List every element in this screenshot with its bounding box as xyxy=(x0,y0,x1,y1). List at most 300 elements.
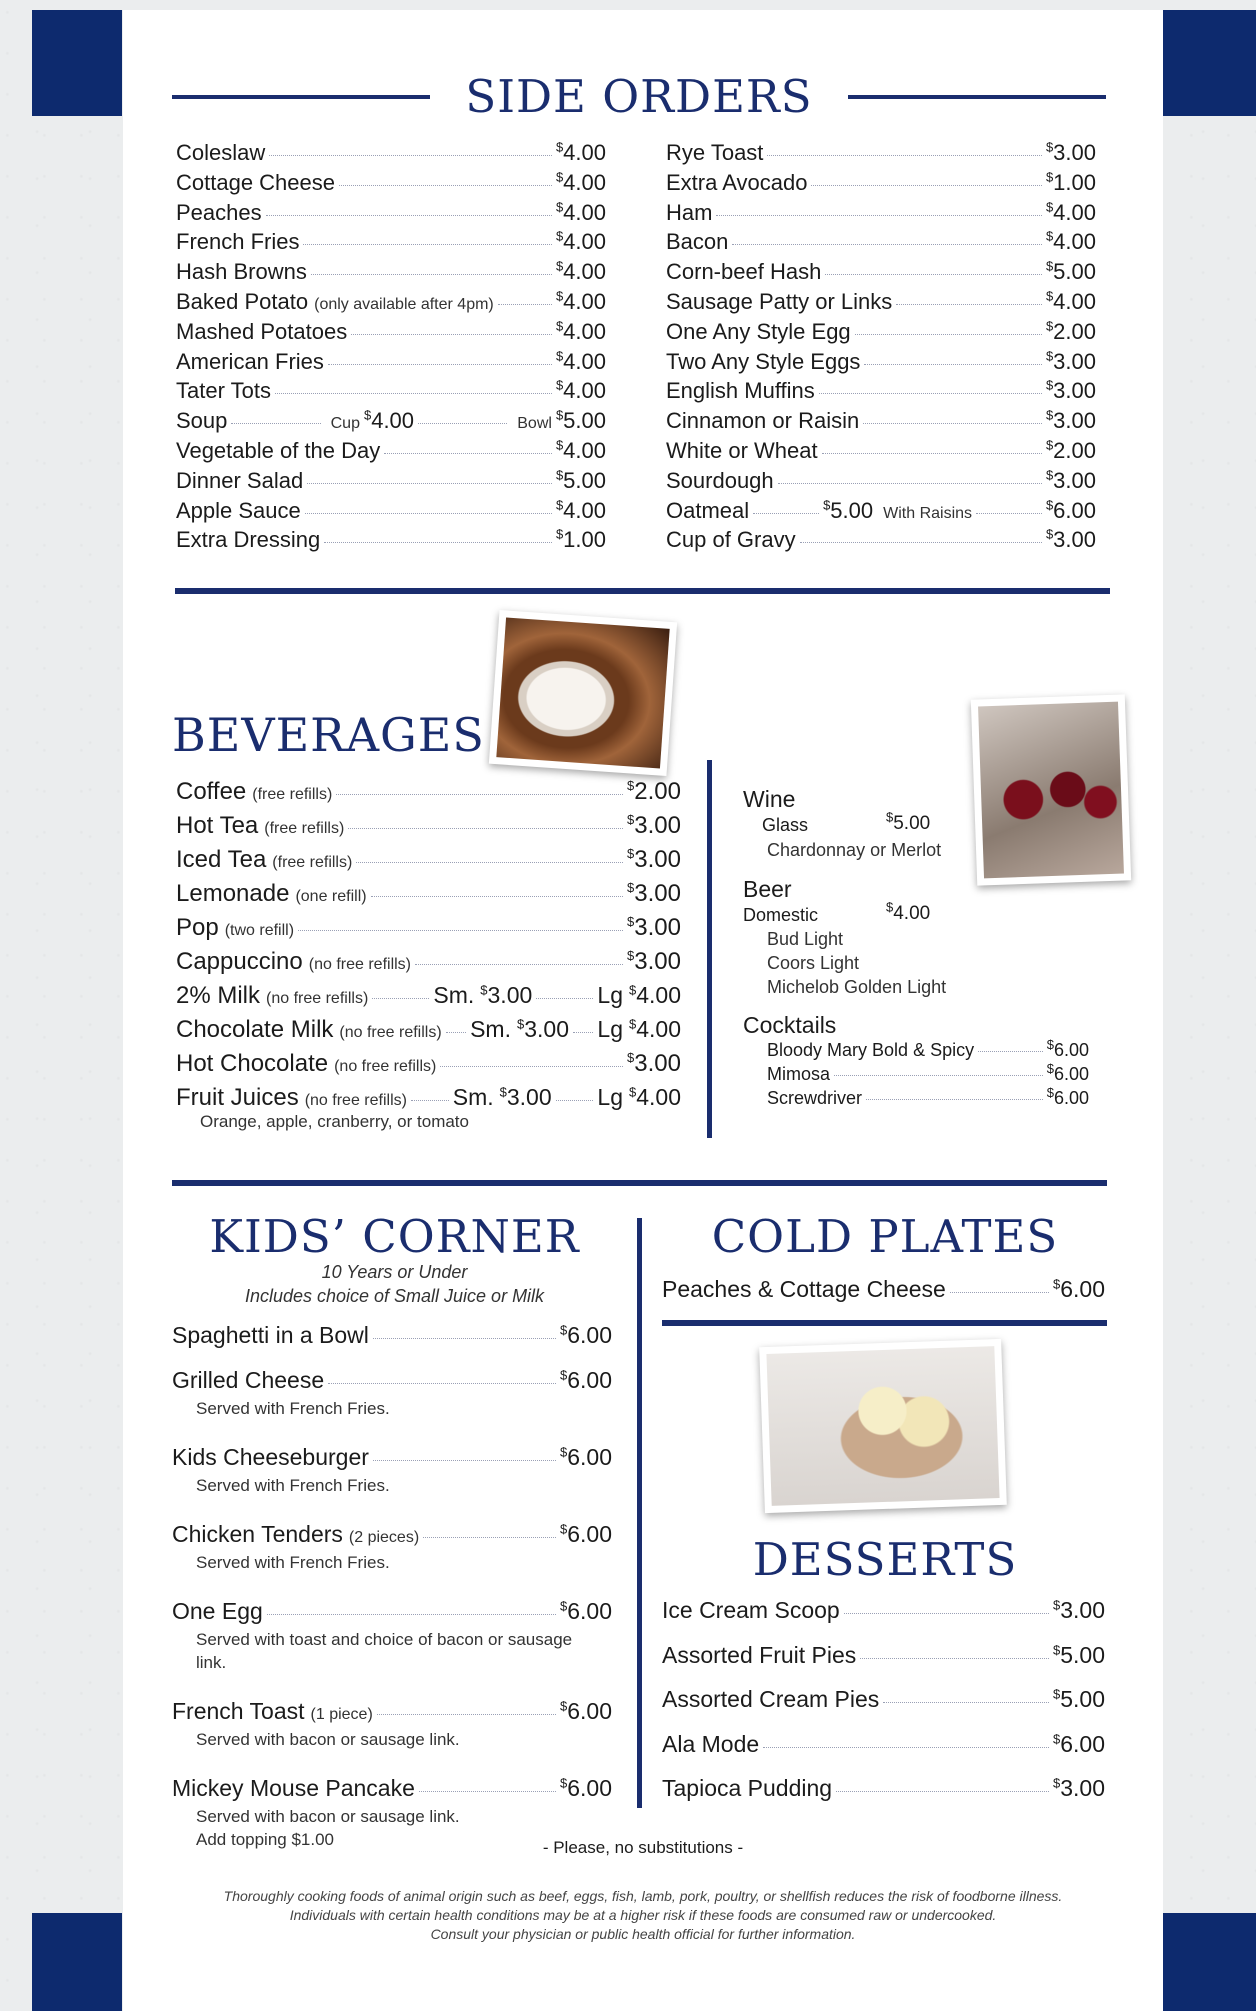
corner-block-top-left xyxy=(32,10,122,116)
item-name: Hot Chocolate xyxy=(176,1050,329,1077)
with-raisins-price: $6.00 xyxy=(1045,497,1096,523)
wine-heading: Wine xyxy=(743,786,796,812)
beverage-sized-row xyxy=(176,1016,681,1044)
item-note: (one refill) xyxy=(295,888,367,905)
currency-symbol: $ xyxy=(555,348,564,364)
item-name: Dinner Salad xyxy=(176,467,304,493)
side-order-row xyxy=(666,140,1096,166)
item-price: $4.00 xyxy=(555,229,606,255)
ice-cream-photo xyxy=(759,1339,1007,1513)
side-order-row xyxy=(176,170,606,196)
dot-leader xyxy=(866,1099,1043,1100)
cold-plates-title: COLD PLATES xyxy=(711,1210,1059,1263)
side-order-row xyxy=(666,438,1096,464)
dot-leader xyxy=(863,423,1042,424)
item-name: Mickey Mouse Pancake xyxy=(172,1775,415,1801)
kids-item-description: Served with French Fries. xyxy=(196,1553,390,1572)
dessert-row xyxy=(662,1775,1105,1802)
item-price: $4.00 xyxy=(555,288,606,314)
dot-leader xyxy=(753,513,819,514)
dot-leader xyxy=(778,483,1042,484)
oatmeal-row xyxy=(666,498,1096,524)
wine-glass-price xyxy=(886,809,931,835)
currency-symbol: $ xyxy=(627,778,635,793)
dot-leader xyxy=(819,393,1042,394)
dot-leader xyxy=(324,542,552,543)
item-name: Soup xyxy=(176,408,228,434)
small-price: $3.00 xyxy=(516,1016,569,1042)
currency-symbol: $ xyxy=(1045,467,1054,483)
dot-leader xyxy=(976,513,1042,514)
item-name: Corn-beef Hash xyxy=(666,259,822,285)
currency-symbol: $ xyxy=(1045,199,1054,215)
currency-symbol: $ xyxy=(1046,1085,1054,1100)
item-price: $5.00 xyxy=(1053,1686,1105,1712)
corner-block-top-right xyxy=(1163,10,1256,116)
item-price: $3.00 xyxy=(1045,139,1096,165)
currency-symbol: $ xyxy=(1045,258,1054,274)
item-price: $3.00 xyxy=(627,812,681,839)
dot-leader xyxy=(356,862,623,863)
item-name: Hash Browns xyxy=(176,259,307,285)
currency-symbol: $ xyxy=(555,437,564,453)
dot-leader xyxy=(836,1791,1049,1792)
item-note: (only available after 4pm) xyxy=(314,296,494,313)
dot-leader xyxy=(419,1791,556,1792)
side-order-row xyxy=(666,408,1096,434)
dot-leader xyxy=(811,185,1041,186)
beverage-row xyxy=(176,914,681,942)
large-price: $4.00 xyxy=(629,982,681,1008)
item-name: Baked Potato xyxy=(176,289,309,314)
item-note: (no free refills) xyxy=(339,1024,442,1041)
item-name: Tater Tots xyxy=(176,378,271,404)
item-name: Assorted Fruit Pies xyxy=(662,1641,857,1668)
item-price: $3.00 xyxy=(627,1050,681,1077)
item-note: (no free refills) xyxy=(334,1058,437,1075)
side-orders-title: SIDE ORDERS xyxy=(465,70,813,123)
side-order-row xyxy=(666,229,1096,255)
dot-leader xyxy=(855,334,1042,335)
oatmeal-price: $5.00 xyxy=(823,497,874,523)
coffee-cup-photo xyxy=(489,610,677,776)
dot-leader xyxy=(440,1066,623,1067)
currency-symbol: $ xyxy=(1053,1597,1061,1613)
cup-label: Cup xyxy=(330,415,360,433)
item-price: $4.00 xyxy=(555,199,606,225)
beverage-row xyxy=(176,812,681,840)
kids-item-description-2: Add topping $1.00 xyxy=(196,1830,335,1849)
side-order-row xyxy=(176,289,606,315)
dessert-row xyxy=(662,1642,1105,1669)
item-price: $6.00 xyxy=(1053,1276,1105,1302)
dot-leader xyxy=(373,1460,556,1461)
currency-symbol: $ xyxy=(555,378,564,394)
item-price: $4.00 xyxy=(555,497,606,523)
item-name: Oatmeal xyxy=(666,497,750,523)
side-order-row xyxy=(176,349,606,375)
currency-symbol: $ xyxy=(1045,139,1054,155)
currency-symbol: $ xyxy=(1045,497,1054,513)
item-name: Sausage Patty or Links xyxy=(666,289,893,314)
item-price: $4.00 xyxy=(1045,199,1096,225)
currency-symbol: $ xyxy=(499,1084,507,1100)
item-note: (free refills) xyxy=(264,820,345,837)
beverage-sized-row xyxy=(176,982,681,1010)
item-name: Peaches & Cottage Cheese xyxy=(662,1276,946,1302)
item-price: $6.00 xyxy=(1046,1061,1089,1084)
kids-item-description: Served with toast and choice of bacon or sausage xyxy=(196,1630,573,1649)
dot-leader xyxy=(348,828,623,829)
item-price: $2.00 xyxy=(1045,318,1096,344)
kids-item-row xyxy=(172,1598,612,1625)
dot-leader xyxy=(305,513,552,514)
dot-leader xyxy=(825,274,1042,275)
small-price: $3.00 xyxy=(499,1084,552,1110)
currency-symbol: $ xyxy=(1053,1730,1061,1746)
item-name: Chicken Tenders xyxy=(172,1521,343,1547)
item-name: Lemonade xyxy=(176,880,290,907)
dot-leader xyxy=(411,1100,449,1101)
item-price: $3.00 xyxy=(1045,348,1096,374)
large-size-label: Lg xyxy=(597,1016,624,1042)
dot-leader xyxy=(844,1613,1049,1614)
item-name: Screwdriver xyxy=(767,1088,863,1108)
item-name: Mashed Potatoes xyxy=(176,318,348,344)
dot-leader xyxy=(950,1292,1049,1293)
small-size-label: Sm. xyxy=(470,1016,511,1042)
item-price: $4.00 xyxy=(555,378,606,404)
beverages-vertical-divider xyxy=(707,760,712,1138)
dot-leader xyxy=(573,1032,593,1033)
corner-block-bottom-right xyxy=(1163,1913,1256,2011)
item-price: $5.00 xyxy=(886,809,931,834)
item-note: (1 piece) xyxy=(310,1706,373,1723)
item-price: $6.00 xyxy=(560,1367,612,1393)
dot-leader xyxy=(446,1032,466,1033)
item-name: Mimosa xyxy=(767,1064,831,1084)
item-name: Ala Mode xyxy=(662,1730,760,1757)
currency-symbol: $ xyxy=(1045,288,1054,304)
dot-leader xyxy=(371,896,623,897)
currency-symbol: $ xyxy=(1053,1775,1061,1791)
currency-symbol: $ xyxy=(627,812,635,827)
currency-symbol: $ xyxy=(627,880,635,895)
dot-leader xyxy=(834,1075,1043,1076)
side-order-row xyxy=(666,468,1096,494)
dot-leader xyxy=(767,155,1042,156)
item-name: One Egg xyxy=(172,1598,263,1624)
item-name: 2% Milk xyxy=(176,982,261,1009)
item-name: Cappuccino xyxy=(176,948,303,975)
dot-leader xyxy=(418,423,507,424)
currency-symbol: $ xyxy=(627,1050,635,1065)
item-price: $6.00 xyxy=(1046,1037,1089,1060)
wine-glass-label: Glass xyxy=(762,815,809,835)
item-name: French Fries xyxy=(176,229,300,255)
side-order-row xyxy=(666,289,1096,315)
dot-leader xyxy=(763,1747,1049,1748)
currency-symbol: $ xyxy=(1045,378,1054,394)
dot-leader xyxy=(307,483,552,484)
beverage-row xyxy=(176,778,681,806)
item-name: Iced Tea xyxy=(176,846,267,873)
item-note: (no free refills) xyxy=(308,956,411,973)
beer-brand: Coors Light xyxy=(767,953,860,973)
dot-leader xyxy=(423,1537,556,1538)
item-name: Rye Toast xyxy=(666,140,764,165)
currency-symbol: $ xyxy=(627,948,635,963)
item-price: $4.00 xyxy=(555,318,606,344)
beer-domestic-label: Domestic xyxy=(743,905,819,925)
currency-symbol: $ xyxy=(629,1016,637,1032)
side-order-row xyxy=(666,200,1096,226)
kids-item-row xyxy=(172,1775,612,1802)
side-order-row xyxy=(176,498,606,524)
item-price: $1.00 xyxy=(1045,169,1096,195)
cocktails-heading: Cocktails xyxy=(743,1012,837,1038)
dot-leader xyxy=(298,930,623,931)
item-name: Bacon xyxy=(666,229,729,255)
currency-symbol: $ xyxy=(1045,407,1054,423)
currency-symbol: $ xyxy=(555,318,564,334)
currency-symbol: $ xyxy=(886,809,894,825)
juice-note: Orange, apple, cranberry, or tomato xyxy=(200,1112,469,1131)
side-order-row xyxy=(666,349,1096,375)
item-price: $2.00 xyxy=(627,778,681,805)
dot-leader xyxy=(339,185,552,186)
side-order-row xyxy=(176,259,606,285)
currency-symbol: $ xyxy=(629,982,637,998)
item-price: $3.00 xyxy=(627,880,681,907)
currency-symbol: $ xyxy=(560,1444,568,1460)
item-name: Extra Dressing xyxy=(176,527,321,553)
item-name: Ice Cream Scoop xyxy=(662,1597,840,1623)
dot-leader xyxy=(269,155,552,156)
item-price: $4.00 xyxy=(555,258,606,285)
currency-symbol: $ xyxy=(555,407,564,423)
kids-item-description: Served with bacon or sausage link. xyxy=(196,1807,460,1826)
kids-item-description: Served with French Fries. xyxy=(196,1399,390,1418)
currency-symbol: $ xyxy=(516,1016,525,1032)
dot-leader xyxy=(328,1383,556,1384)
currency-symbol: $ xyxy=(480,982,488,998)
currency-symbol: $ xyxy=(555,139,564,155)
cold-plate-row xyxy=(662,1276,1105,1303)
currency-symbol: $ xyxy=(555,288,564,304)
currency-symbol: $ xyxy=(886,899,894,915)
currency-symbol: $ xyxy=(555,497,564,513)
currency-symbol: $ xyxy=(1046,1037,1054,1052)
dot-leader xyxy=(732,244,1042,245)
currency-symbol: $ xyxy=(1053,1641,1061,1657)
item-name: One Any Style Egg xyxy=(666,318,851,344)
dot-leader xyxy=(266,215,552,216)
currency-symbol: $ xyxy=(560,1367,568,1383)
item-price: $4.00 xyxy=(886,899,931,924)
kids-item-description: Served with bacon or sausage link. xyxy=(196,1730,460,1749)
item-price: $4.00 xyxy=(555,437,606,463)
item-price: $3.00 xyxy=(1045,527,1096,553)
beverages-title: BEVERAGES xyxy=(172,708,485,762)
side-order-row xyxy=(176,468,606,494)
disclaimer-line-1: Thoroughly cooking foods of animal origin such as beef, eggs, fish, lamb, pork, poultry, or shellfish reduces the risk of foodborne illness. xyxy=(223,1888,1063,1904)
dessert-row xyxy=(662,1597,1105,1624)
kids-item-description: Served with French Fries. xyxy=(196,1476,390,1495)
side-order-row xyxy=(666,170,1096,196)
item-price: $5.00 xyxy=(1045,258,1096,285)
dessert-row xyxy=(662,1686,1105,1713)
kids-item-row xyxy=(172,1521,612,1548)
dot-leader xyxy=(377,1714,556,1715)
title-rule-left xyxy=(172,95,430,99)
dot-leader xyxy=(267,1614,556,1615)
dot-leader xyxy=(275,393,552,394)
item-name: Hot Tea xyxy=(176,812,259,839)
side-order-row xyxy=(176,438,606,464)
item-price: $4.00 xyxy=(555,348,606,374)
currency-symbol: $ xyxy=(627,914,635,929)
large-price: $4.00 xyxy=(629,1084,681,1110)
item-price: $6.00 xyxy=(560,1322,612,1348)
kids-item-row xyxy=(172,1322,612,1349)
currency-symbol: $ xyxy=(560,1521,568,1537)
dot-leader xyxy=(336,794,623,795)
item-price: $3.00 xyxy=(627,914,681,941)
kids-includes-note: Includes choice of Small Juice or Milk xyxy=(244,1286,545,1306)
currency-symbol: $ xyxy=(555,527,564,543)
currency-symbol: $ xyxy=(629,1084,637,1100)
item-name: Apple Sauce xyxy=(176,497,301,523)
dot-leader xyxy=(328,364,552,365)
kids-item-row xyxy=(172,1367,612,1394)
item-price: $4.00 xyxy=(555,169,606,195)
item-name: Kids Cheeseburger xyxy=(172,1444,369,1470)
beverage-row xyxy=(176,1050,681,1078)
item-price: $3.00 xyxy=(1053,1597,1105,1623)
small-price: $3.00 xyxy=(480,982,533,1008)
kids-item-row xyxy=(172,1698,612,1725)
corner-block-bottom-left xyxy=(32,1913,122,2011)
item-price: $3.00 xyxy=(1045,378,1096,404)
item-price: $5.00 xyxy=(555,467,606,493)
kids-age-note: 10 Years or Under xyxy=(321,1262,468,1282)
no-substitutions-note: - Please, no substitutions - xyxy=(542,1838,744,1857)
item-name: Coleslaw xyxy=(176,140,266,165)
dot-leader xyxy=(864,364,1042,365)
currency-symbol: $ xyxy=(555,229,564,245)
currency-symbol: $ xyxy=(1045,318,1054,334)
dot-leader xyxy=(351,334,552,335)
dot-leader xyxy=(822,453,1042,454)
currency-symbol: $ xyxy=(1045,348,1054,364)
item-note: (free refills) xyxy=(272,854,353,871)
kids-item-row xyxy=(172,1444,612,1471)
item-price: $1.00 xyxy=(555,527,606,553)
currency-symbol: $ xyxy=(560,1698,568,1714)
item-name: Cottage Cheese xyxy=(176,169,335,195)
currency-symbol: $ xyxy=(363,407,372,423)
item-price: $2.00 xyxy=(1045,437,1096,463)
item-name: Cup of Gravy xyxy=(666,527,796,553)
side-order-row xyxy=(176,229,606,255)
currency-symbol: $ xyxy=(627,846,635,861)
currency-symbol: $ xyxy=(555,199,564,215)
item-name: Tapioca Pudding xyxy=(662,1775,833,1801)
side-order-row xyxy=(176,200,606,226)
dot-leader xyxy=(498,304,552,305)
currency-symbol: $ xyxy=(555,258,564,274)
beverage-row xyxy=(176,846,681,874)
currency-symbol: $ xyxy=(560,1322,568,1338)
item-name: Cinnamon or Raisin xyxy=(666,408,860,434)
item-name: Peaches xyxy=(176,199,262,225)
item-name: Chocolate Milk xyxy=(176,1016,334,1043)
beverage-row xyxy=(176,880,681,908)
item-price: $6.00 xyxy=(560,1698,612,1724)
disclaimer-line-3: Consult your physician or public health official for further information. xyxy=(430,1926,856,1942)
item-name: Bloody Mary Bold & Spicy xyxy=(767,1040,975,1060)
title-rule-right xyxy=(848,95,1106,99)
item-name: English Muffins xyxy=(666,378,815,404)
dot-leader xyxy=(978,1051,1043,1052)
dot-leader xyxy=(384,453,552,454)
kids-corner-title: KIDS’ CORNER xyxy=(209,1210,580,1263)
dot-leader xyxy=(311,274,552,275)
item-name: White or Wheat xyxy=(666,438,818,463)
cup-price: $4.00 xyxy=(363,407,415,434)
side-order-row xyxy=(666,259,1096,285)
desserts-title: DESSERTS xyxy=(752,1533,1018,1586)
disclaimer-line-2: Individuals with certain health conditions may be at a higher risk if these foods are consumed raw or undercooked. xyxy=(289,1907,997,1923)
item-price: $4.00 xyxy=(555,139,606,165)
side-order-row xyxy=(666,319,1096,345)
currency-symbol: $ xyxy=(555,169,564,185)
dot-leader xyxy=(896,304,1042,305)
item-price: $3.00 xyxy=(1045,407,1096,434)
side-order-row xyxy=(666,527,1096,553)
small-size-label: Sm. xyxy=(433,982,475,1008)
dot-leader xyxy=(860,1658,1049,1659)
currency-symbol: $ xyxy=(1053,1686,1061,1702)
currency-symbol: $ xyxy=(555,467,564,483)
cocktail-row xyxy=(767,1037,1089,1061)
section-divider-1 xyxy=(175,588,1110,594)
beverage-sized-row xyxy=(176,1084,681,1112)
side-order-row xyxy=(176,527,606,553)
dot-leader xyxy=(556,1100,594,1101)
item-name: Fruit Juices xyxy=(176,1084,299,1111)
dot-leader xyxy=(303,244,551,245)
item-price: $4.00 xyxy=(1045,288,1096,314)
beer-brand: Michelob Golden Light xyxy=(767,977,947,997)
wine-varieties: Chardonnay or Merlot xyxy=(767,840,942,860)
beer-domestic-price xyxy=(886,899,931,925)
item-price: $6.00 xyxy=(560,1598,612,1624)
soup-row xyxy=(176,408,606,434)
currency-symbol: $ xyxy=(560,1598,568,1614)
small-size-label: Sm. xyxy=(452,1084,494,1110)
item-name: American Fries xyxy=(176,348,324,374)
item-name: Spaghetti in a Bowl xyxy=(172,1322,369,1348)
item-price: $6.00 xyxy=(560,1444,612,1470)
dot-leader xyxy=(373,1338,556,1339)
item-name: Grilled Cheese xyxy=(172,1367,325,1393)
currency-symbol: $ xyxy=(1045,169,1054,185)
wine-glasses-photo xyxy=(971,694,1131,885)
item-price: $6.00 xyxy=(560,1775,612,1801)
dessert-row xyxy=(662,1731,1105,1758)
